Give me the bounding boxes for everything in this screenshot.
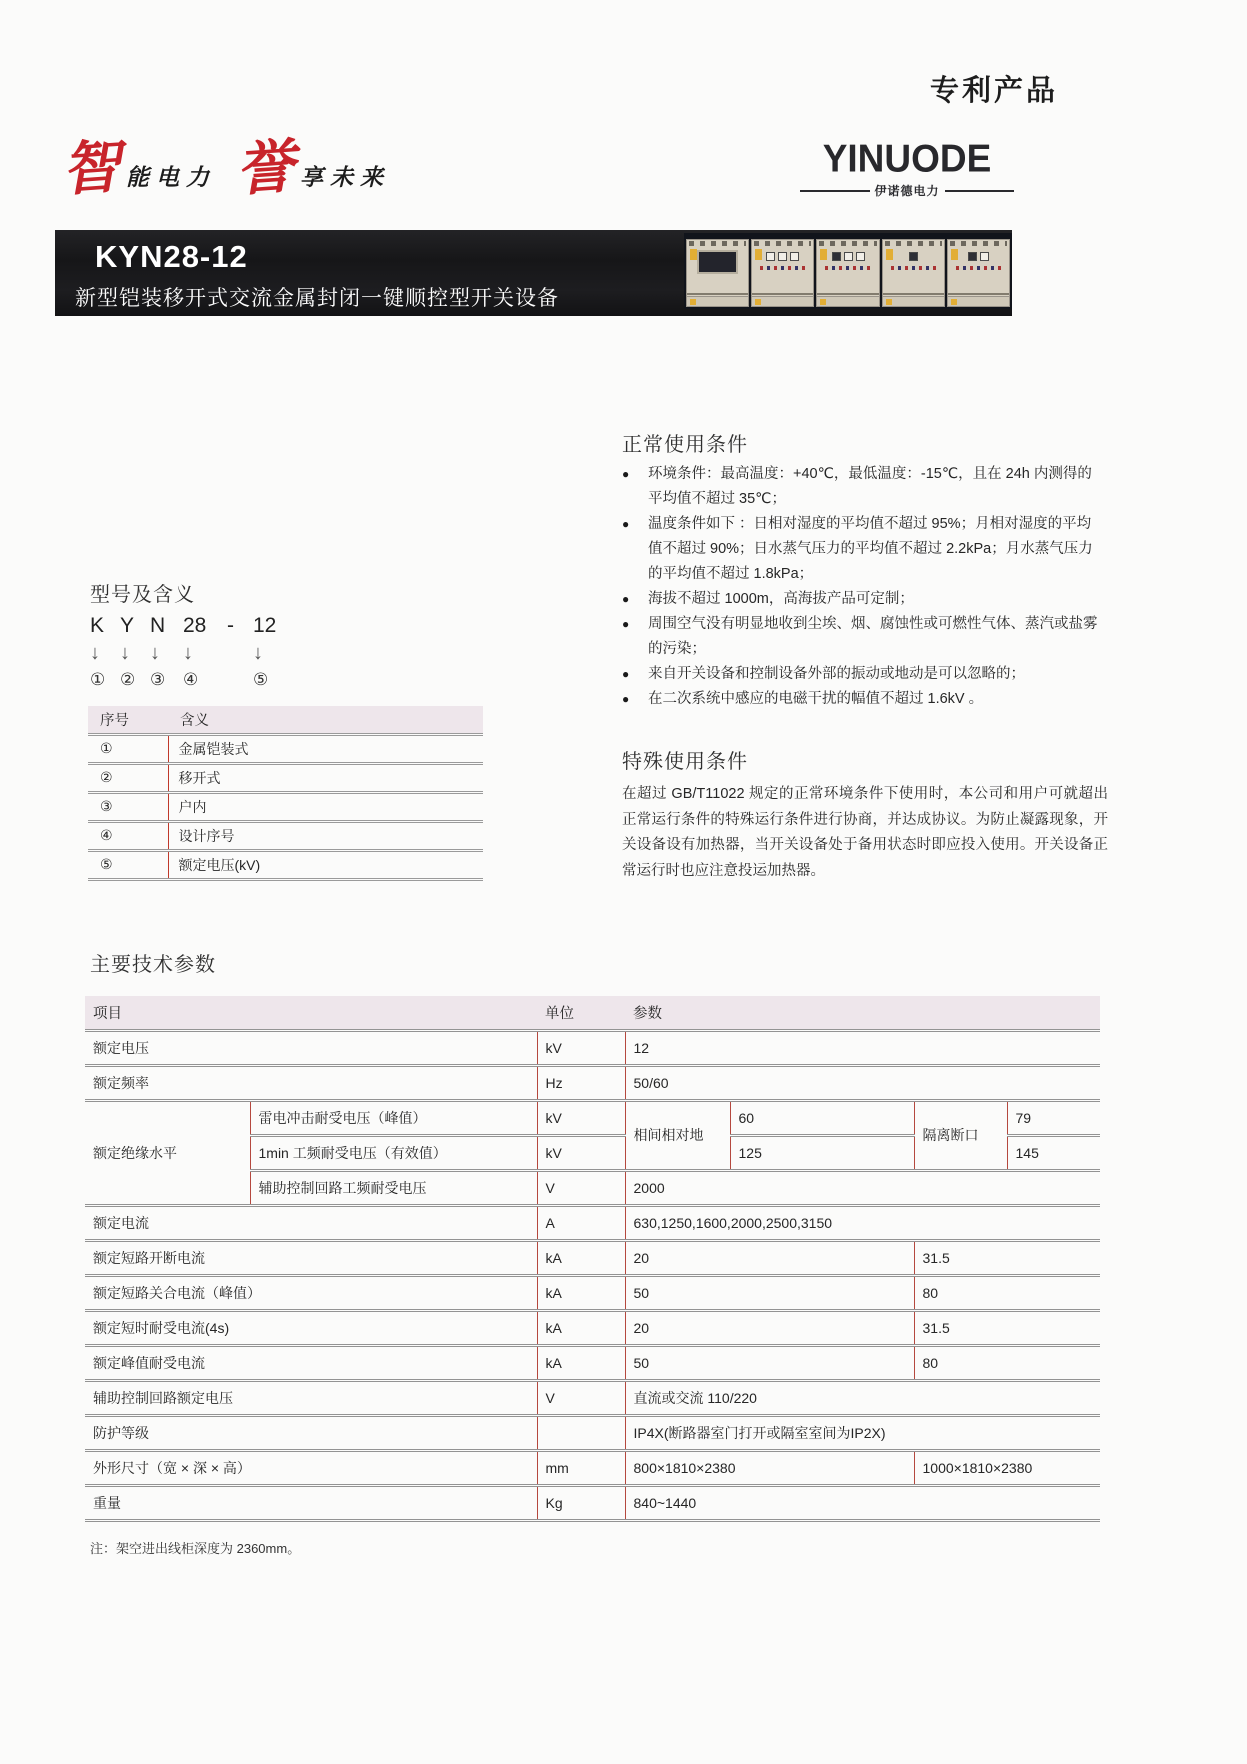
brand-logo xyxy=(800,138,1014,199)
cell-value: 31.5 xyxy=(914,1240,1100,1275)
circled-number: ③ xyxy=(150,670,166,689)
table-row xyxy=(88,792,483,821)
code-marks-row xyxy=(90,670,293,690)
switchgear-cabinet xyxy=(816,239,879,307)
brand-subtitle-row xyxy=(800,182,1014,199)
condition-item xyxy=(622,662,1105,687)
code-part: Y xyxy=(120,614,135,637)
cell-unit: Hz xyxy=(537,1065,625,1100)
rule-line xyxy=(800,190,870,192)
model-meaning-table xyxy=(88,706,483,881)
col-header-index: 序号 xyxy=(88,706,168,734)
switchgear-cabinet xyxy=(686,239,749,307)
slogan-char-yu: 誉 xyxy=(233,132,297,204)
bullet-icon: ● xyxy=(622,692,630,706)
cell-value: 12 xyxy=(625,1030,1100,1065)
slogan-text-2: 享未来 xyxy=(300,163,391,191)
table-row xyxy=(85,1100,1100,1135)
condition-item xyxy=(622,587,1105,612)
down-arrow-icon: ↓ xyxy=(90,642,100,664)
cell-unit: kV xyxy=(537,1030,625,1065)
cell-value: 直流或交流 110/220 xyxy=(625,1380,1100,1415)
cell-meaning: 设计序号 xyxy=(168,821,483,850)
normal-conditions-list xyxy=(622,462,1105,712)
cell-value: 79 xyxy=(1007,1100,1100,1135)
condition-text: 在二次系统中感应的电磁干扰的幅值不超过 1.6kV 。 xyxy=(648,691,984,707)
cell-meaning: 户内 xyxy=(168,792,483,821)
condition-text: 环境条件：最高温度：+40℃，最低温度：-15℃，且在 24h 内测得的平均值不超过 35℃； xyxy=(648,466,1092,507)
section-title-tech-params: 主要技术参数 xyxy=(90,954,216,976)
cell-unit: kA xyxy=(537,1275,625,1310)
cell-value: 50/60 xyxy=(625,1065,1100,1100)
table-row xyxy=(85,1275,1100,1310)
cell-meaning: 金属铠装式 xyxy=(168,734,483,763)
cell-unit: kV xyxy=(537,1100,625,1135)
cell-value: 1000×1810×2380 xyxy=(914,1450,1100,1485)
cell-value: 80 xyxy=(914,1345,1100,1380)
cell-value: 840~1440 xyxy=(625,1485,1100,1520)
cell-value: 50 xyxy=(625,1345,914,1380)
cell-value: 145 xyxy=(1007,1135,1100,1170)
condition-text: 海拔不超过 1000m，高海拔产品可定制； xyxy=(648,591,914,607)
switchgear-cabinet xyxy=(947,239,1010,307)
cell-item: 额定短路关合电流（峰值） xyxy=(85,1275,537,1310)
cell-unit: V xyxy=(537,1170,625,1205)
cell-value: 31.5 xyxy=(914,1310,1100,1345)
patent-badge: 专利产品 xyxy=(930,75,1059,107)
section-title-model-meaning: 型号及含义 xyxy=(90,584,195,606)
cell-index: ③ xyxy=(88,792,168,821)
cell-unit: Kg xyxy=(537,1485,625,1520)
table-row xyxy=(85,1030,1100,1065)
bullet-icon: ● xyxy=(622,517,630,531)
model-code-diagram xyxy=(90,614,293,690)
cell-unit: kA xyxy=(537,1240,625,1275)
col-header-unit: 单位 xyxy=(537,996,625,1030)
section-title-normal-conditions: 正常使用条件 xyxy=(622,434,748,456)
table-row xyxy=(85,1450,1100,1485)
model-description: 新型铠装移开式交流金属封闭一键顺控型开关设备 xyxy=(75,287,559,310)
circled-number: ② xyxy=(120,670,136,689)
code-part: 28 xyxy=(183,614,207,637)
table-header-row xyxy=(88,706,483,734)
switchgear-cabinet xyxy=(882,239,945,307)
table-row xyxy=(88,763,483,792)
code-arrows-row xyxy=(90,638,293,670)
down-arrow-icon: ↓ xyxy=(150,642,160,664)
condition-text: 来自开关设备和控制设备外部的振动或地动是可以忽略的； xyxy=(648,666,1025,682)
table-header-row xyxy=(85,996,1100,1030)
rule-line xyxy=(945,190,1015,192)
cell-index: ② xyxy=(88,763,168,792)
table-row xyxy=(88,821,483,850)
table-row xyxy=(85,1415,1100,1450)
cell-value: 20 xyxy=(625,1240,914,1275)
table-row xyxy=(85,1380,1100,1415)
cell-index: ① xyxy=(88,734,168,763)
tech-params-table xyxy=(85,996,1100,1522)
table-row xyxy=(85,1205,1100,1240)
special-conditions-text: 在超过 GB/T11022 规定的正常环境条件下使用时，本公司和用户可就超出正常运行条件的特殊运行条件进行协商，并达成协议。为防止凝露现象，开关设备设有加热器，当开关设备处于备用状态时即应投入使用。开关设备正常运行时也应注意投运加热器。 xyxy=(622,786,1108,879)
cell-index: ⑤ xyxy=(88,850,168,879)
slogan-char-zhi: 智 xyxy=(59,132,123,204)
mark-spacer xyxy=(227,670,253,690)
brand-chinese-name: 伊诺德电力 xyxy=(874,184,940,198)
table-row xyxy=(85,1310,1100,1345)
bullet-icon: ● xyxy=(622,467,630,481)
down-arrow-icon: ↓ xyxy=(120,642,130,664)
cell-item: 额定峰值耐受电流 xyxy=(85,1345,537,1380)
code-part: 12 xyxy=(253,614,277,637)
table-row xyxy=(85,1240,1100,1275)
footnote: 注：架空进出线柜深度为 2360mm。 xyxy=(90,1541,301,1556)
switchgear-cabinet xyxy=(751,239,814,307)
cell-item: 额定绝缘水平 xyxy=(85,1100,250,1205)
cell-value: 2000 xyxy=(625,1170,1100,1205)
cell-item: 外形尺寸（宽 × 深 × 高） xyxy=(85,1450,537,1485)
circled-number: ④ xyxy=(183,670,199,689)
cell-value: IP4X(断路器室门打开或隔室室间为IP2X) xyxy=(625,1415,1100,1450)
cell-item: 重量 xyxy=(85,1485,537,1520)
cell-value: 50 xyxy=(625,1275,914,1310)
cell-unit: kA xyxy=(537,1345,625,1380)
cell-subitem: 雷电冲击耐受电压（峰值） xyxy=(250,1100,537,1135)
code-letters-row xyxy=(90,614,293,638)
condition-item xyxy=(622,687,1105,712)
cell-unit: mm xyxy=(537,1450,625,1485)
table-row xyxy=(88,850,483,879)
col-header-meaning: 含义 xyxy=(168,706,483,734)
condition-text: 温度条件如下 ：日相对湿度的平均值不超过 95%；月相对湿度的平均值不超过 90%；日水蒸气压力的平均值不超过 2.2kPa；月水蒸气压力的平均值不超过 1.8kPa； xyxy=(648,516,1093,582)
product-photo xyxy=(684,233,1012,309)
bullet-icon: ● xyxy=(622,617,630,631)
bullet-icon: ● xyxy=(622,592,630,606)
cell-meaning: 移开式 xyxy=(168,763,483,792)
col-header-param: 参数 xyxy=(625,996,1100,1030)
table-row xyxy=(85,1345,1100,1380)
cell-unit: V xyxy=(537,1380,625,1415)
cell-item: 额定短时耐受电流(4s) xyxy=(85,1310,537,1345)
cell-meaning: 额定电压(kV) xyxy=(168,850,483,879)
cell-label-gap: 隔离断口 xyxy=(914,1100,1007,1170)
cell-label-phase: 相间相对地 xyxy=(625,1100,730,1170)
code-part: N xyxy=(150,614,166,637)
code-part: K xyxy=(90,614,105,637)
cell-item: 辅助控制回路额定电压 xyxy=(85,1380,537,1415)
section-title-special-conditions: 特殊使用条件 xyxy=(622,751,748,773)
cell-item: 防护等级 xyxy=(85,1415,537,1450)
circled-number: ⑤ xyxy=(253,670,269,689)
condition-item xyxy=(622,462,1105,512)
slogan-text-1: 能电力 xyxy=(126,163,217,191)
col-header-item: 项目 xyxy=(85,996,537,1030)
condition-item xyxy=(622,612,1105,662)
cell-unit xyxy=(537,1415,625,1450)
cell-subitem: 辅助控制回路工频耐受电压 xyxy=(250,1170,537,1205)
circled-number: ① xyxy=(90,670,106,689)
table-row xyxy=(85,1065,1100,1100)
down-arrow-icon: ↓ xyxy=(183,642,193,664)
cell-value: 630,1250,1600,2000,2500,3150 xyxy=(625,1205,1100,1240)
arrow-spacer xyxy=(227,638,253,670)
cell-item: 额定短路开断电流 xyxy=(85,1240,537,1275)
table-row xyxy=(88,734,483,763)
cell-item: 额定电流 xyxy=(85,1205,537,1240)
cell-unit: A xyxy=(537,1205,625,1240)
cell-index: ④ xyxy=(88,821,168,850)
brand-slogan xyxy=(59,128,394,208)
brand-name: YINUODE xyxy=(822,137,992,180)
condition-text: 周围空气没有明显地收到尘埃、烟、腐蚀性或可燃性气体、蒸汽或盐雾的污染； xyxy=(648,616,1098,657)
cell-item: 额定电压 xyxy=(85,1030,537,1065)
cell-value: 80 xyxy=(914,1275,1100,1310)
cell-value: 60 xyxy=(730,1100,914,1135)
cell-value: 125 xyxy=(730,1135,914,1170)
condition-item xyxy=(622,512,1105,587)
cell-value: 800×1810×2380 xyxy=(625,1450,914,1485)
cell-unit: kV xyxy=(537,1135,625,1170)
cell-unit: kA xyxy=(537,1310,625,1345)
cell-item: 额定频率 xyxy=(85,1065,537,1100)
model-number: KYN28-12 xyxy=(95,239,248,274)
table-row xyxy=(85,1485,1100,1520)
cell-value: 20 xyxy=(625,1310,914,1345)
code-part: - xyxy=(227,614,234,637)
bullet-icon: ● xyxy=(622,667,630,681)
down-arrow-icon: ↓ xyxy=(253,642,263,664)
cell-subitem: 1min 工频耐受电压（有效值） xyxy=(250,1135,537,1170)
